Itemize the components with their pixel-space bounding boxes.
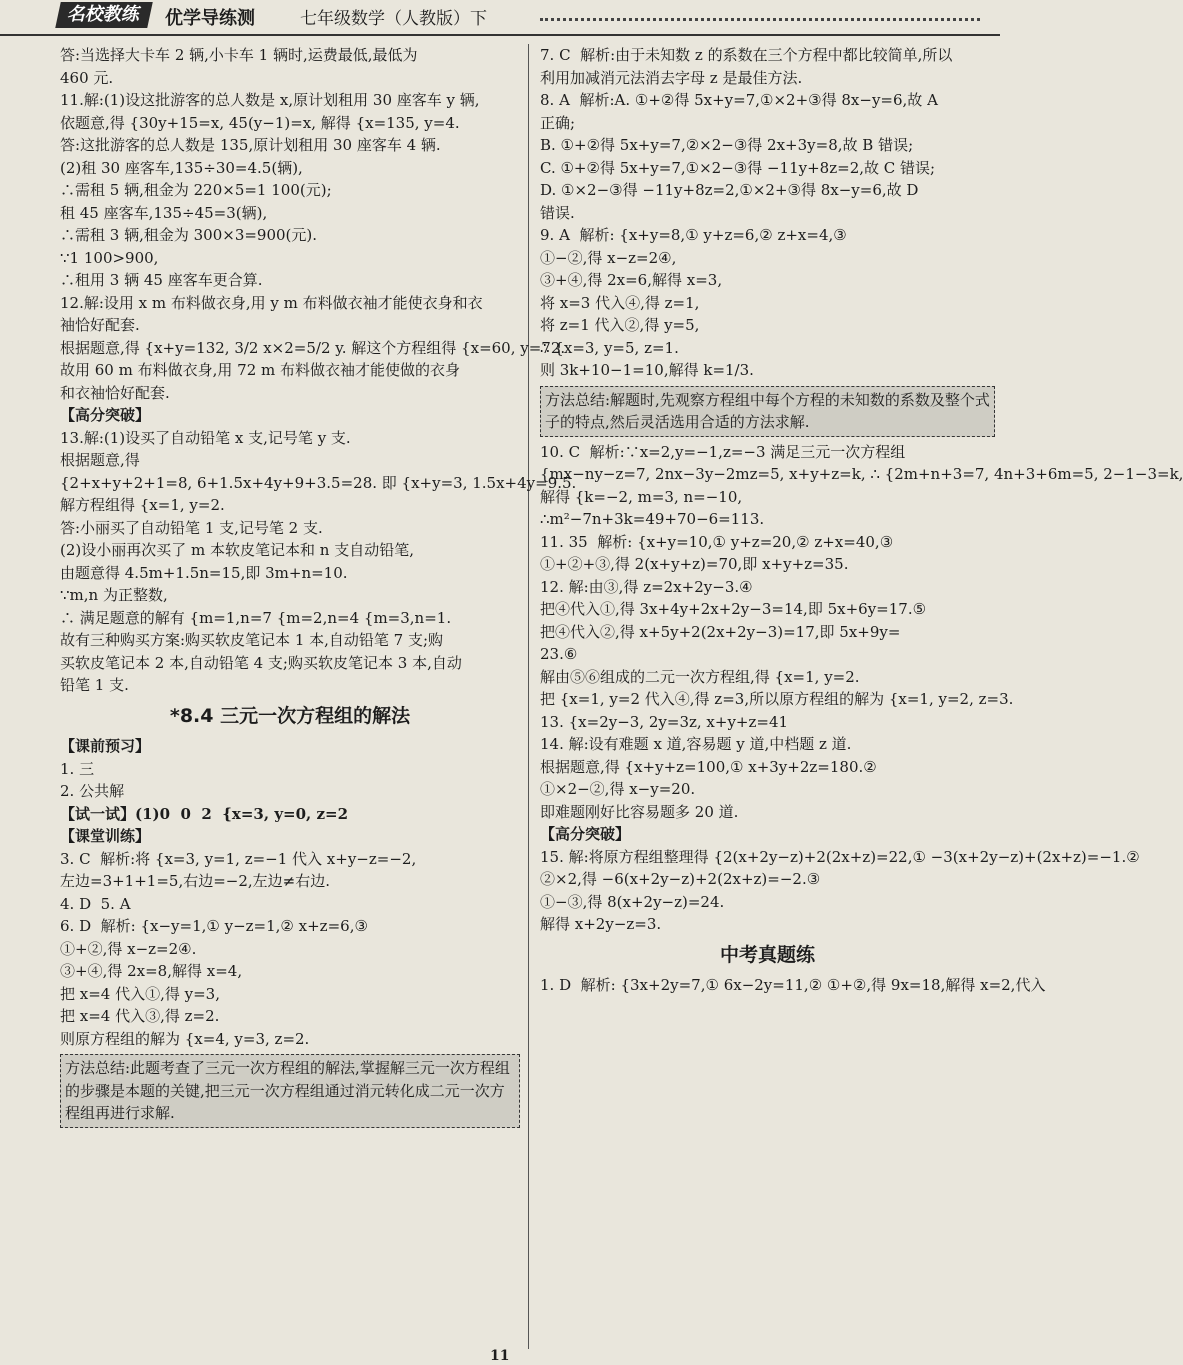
text-line: 13.解:(1)设买了自动铅笔 x 支,记号笔 y 支. [60, 428, 351, 447]
text-line: 依题意,得 {30y+15=x, 45(y−1)=x, 解得 {x=135, y=4. [60, 113, 460, 132]
text-line: 正确; [540, 113, 576, 132]
text-line: ②×2,得 −6(x+2y−z)+2(2x+z)=−2.③ [540, 870, 821, 888]
text-line: 23.⑥ [540, 645, 578, 663]
text-line: 错误. [540, 203, 575, 222]
method-summary-box-right: 方法总结:解题时,先观察方程组中每个方程的未知数的系数及整个式子的特点,然后灵活选用合适的方法求解. [540, 386, 995, 437]
brand-logo: 名校教练 [55, 2, 153, 28]
text-line: 袖恰好配套. [60, 316, 140, 334]
text-line: 解得 {k=−2, m=3, n=−10, [540, 487, 743, 506]
text-line: ①+②+③,得 2(x+y+z)=70,即 x+y+z=35. [540, 555, 849, 573]
right-lines-2 [540, 441, 1183, 936]
right-lines [540, 44, 995, 382]
text-line: ∴m²−7n+3k=49+70−6=113. [540, 510, 765, 528]
text-line: 租 45 座客车,135÷45=3(辆), [60, 203, 268, 222]
left-lines-2 [60, 735, 520, 1050]
text-line: 【高分突破】 [60, 406, 151, 424]
text-line: 12. 解:由③,得 z=2x+2y−3.④ [540, 577, 753, 596]
text-line: 【课前预习】 [60, 737, 151, 755]
text-line: 13. {x=2y−3, 2y=3z, x+y+z=41 [540, 712, 789, 731]
method-summary-box: 方法总结:此题考查了三元一次方程组的解法,掌握解三元一次方程组的步骤是本题的关键,把三元一次方程组通过消元转化成二元一次方程组再进行求解. [60, 1054, 520, 1128]
text-line: (2)租 30 座客车,135÷30=4.5(辆), [60, 158, 303, 177]
text-line: 由题意得 4.5m+1.5n=15,即 3m+n=10. [60, 563, 348, 582]
text-line: 11. 35 解析: {x+y=10,① y+z=20,② z+x=40,③ [540, 532, 894, 551]
text-line: 460 元. [60, 68, 114, 87]
column-divider [528, 44, 529, 1349]
text-line: 解得 x+2y−z=3. [540, 915, 662, 933]
text-line: (2)设小丽再次买了 m 本软皮笔记本和 n 支自动铅笔, [60, 541, 414, 559]
text-line: 把 x=4 代入③,得 z=2. [60, 1007, 220, 1025]
text-line: ①−②,得 x−z=2④, [540, 248, 677, 267]
text-line: 则 3k+10−1=10,解得 k=1/3. [540, 361, 754, 379]
text-line: 则原方程组的解为 {x=4, y=3, z=2. [60, 1029, 310, 1048]
text-line: 根据题意,得 {x+y+z=100,① x+3y+2z=180.② [540, 757, 877, 776]
text-line: C. ①+②得 5x+y=7,①×2−③得 −11y+8z=2,故 C 错误; [540, 158, 936, 177]
text-line: 和衣袖恰好配套. [60, 383, 170, 402]
text-line: 【课堂训练】 [60, 827, 151, 845]
text-line: ∴ {x=3, y=5, z=1. [540, 338, 679, 357]
text-line: {2+x+y+2+1=8, 6+1.5x+4y+9+3.5=28. 即 {x+y=3, 1.5x+4y=9.5. [60, 473, 577, 492]
text-line: 把④代入②,得 x+5y+2(2x+2y−3)=17,即 5x+9y= [540, 622, 901, 641]
book-title: 七年级数学（人教版）下 [300, 9, 487, 29]
text-line: 把④代入①,得 3x+4y+2x+2y−3=14,即 5x+6y=17.⑤ [540, 600, 927, 618]
series-title: 优学导练测 [165, 8, 255, 29]
text-line: ∴需租 3 辆,租金为 300×3=900(元). [60, 226, 318, 244]
text-line: 故用 60 m 布料做衣身,用 72 m 布料做衣袖才能使做的衣身 [60, 361, 460, 379]
text-line: ①−③,得 8(x+2y−z)=24. [540, 892, 725, 911]
text-line: 故有三种购买方案:购买软皮笔记本 1 本,自动铅笔 7 支;购 [60, 631, 444, 649]
page-number: 11 [490, 1348, 510, 1364]
text-line: D. ①×2−③得 −11y+8z=2,①×2+③得 8x−y=6,故 D [540, 181, 919, 199]
text-line: 【高分突破】 [540, 825, 631, 843]
text-line: 7. C 解析:由于未知数 z 的系数在三个方程中都比较简单,所以 [540, 46, 953, 64]
answer-line: 1. D 解析: {3x+2y=7,① 6x−2y=11,② ①+②,得 9x=18,解得 x=2,代入 [540, 976, 1046, 994]
section-title-right: 中考真题练 [719, 943, 815, 966]
text-line: 3. C 解析:将 {x=3, y=1, z=−1 代入 x+y−z=−2, [60, 849, 417, 868]
header-rule [540, 18, 980, 21]
text-line: ③+④,得 2x=6,解得 x=3, [540, 271, 723, 289]
text-line: ∵1 100>900, [60, 248, 159, 267]
text-line: 8. A 解析:A. ①+②得 5x+y=7,①×2+③得 8x−y=6,故 A [540, 91, 938, 109]
text-line: {mx−ny−z=7, 2nx−3y−2mz=5, x+y+z=k, ∴ {2m+n+3=7, 4n+3+6m=5, 2−1−3=k, [540, 465, 1183, 483]
text-line: 11.解:(1)设这批游客的总人数是 x,原计划租用 30 座客车 y 辆, [60, 91, 480, 109]
text-line: 将 z=1 代入②,得 y=5, [540, 316, 700, 334]
text-line: ①+②,得 x−z=2④. [60, 939, 197, 958]
text-line: 答:小丽买了自动铅笔 1 支,记号笔 2 支. [60, 518, 323, 537]
text-line: 12.解:设用 x m 布料做衣身,用 y m 布料做衣袖才能使衣身和衣 [60, 293, 483, 312]
text-line: 即难题刚好比容易题多 20 道. [540, 802, 739, 821]
text-line: 解由⑤⑥组成的二元一次方程组,得 {x=1, y=2. [540, 667, 860, 686]
text-line: B. ①+②得 5x+y=7,②×2−③得 2x+3y=8,故 B 错误; [540, 136, 914, 154]
text-line: 根据题意,得 [60, 451, 140, 469]
text-line: 15. 解:将原方程组整理得 {2(x+2y−z)+2(2x+z)=22,① −3(x+2y−z)+(2x+z)=−1.② [540, 847, 1140, 866]
text-line: 9. A 解析: {x+y=8,① y+z=6,② z+x=4,③ [540, 226, 847, 244]
text-line: ∴ 满足题意的解有 {m=1,n=7 {m=2,n=4 {m=3,n=1. [60, 608, 452, 627]
text-line: ①×2−②,得 x−y=20. [540, 780, 696, 798]
text-line: 1. 三 [60, 759, 95, 778]
text-line: 2. 公共解 [60, 782, 125, 800]
section-title: *8.4 三元一次方程组的解法 [169, 704, 411, 727]
text-line: ∴租用 3 辆 45 座客车更合算. [60, 271, 263, 289]
text-line: 根据题意,得 {x+y=132, 3/2 x×2=5/2 y. 解这个方程组得 {x=60, y=72. [60, 338, 566, 357]
text-line: 解方程组得 {x=1, y=2. [60, 496, 225, 514]
text-line: 利用加减消元法消去字母 z 是最佳方法. [540, 68, 803, 87]
text-line: 答:这批游客的总人数是 135,原计划租用 30 座客车 4 辆. [60, 136, 441, 154]
text-line: 14. 解:设有难题 x 道,容易题 y 道,中档题 z 道. [540, 735, 852, 753]
text-line: ∵m,n 为正整数, [60, 586, 168, 604]
text-line: ∴需租 5 辆,租金为 220×5=1 100(元); [60, 181, 332, 199]
text-line: 【试一试】(1)0 0 2 {x=3, y=0, z=2 [60, 804, 349, 823]
right-column [540, 44, 1183, 997]
text-line: 把 {x=1, y=2 代入④,得 z=3,所以原方程组的解为 {x=1, y=2, z=3. [540, 690, 1014, 708]
text-line: 买软皮笔记本 2 本,自动铅笔 4 支;购买软皮笔记本 3 本,自动 [60, 653, 462, 672]
text-line: 把 x=4 代入①,得 y=3, [60, 984, 220, 1003]
text-line: 答:当选择大卡车 2 辆,小卡车 1 辆时,运费最低,最低为 [60, 46, 418, 64]
text-line: 6. D 解析: {x−y=1,① y−z=1,② x+z=6,③ [60, 917, 368, 935]
page-header [0, 0, 1000, 36]
text-line: 铅笔 1 支. [60, 676, 129, 694]
text-line: 10. C 解析:∵x=2,y=−1,z=−3 满足三元一次方程组 [540, 442, 906, 461]
text-line: 左边=3+1+1=5,右边=−2,左边≠右边. [60, 872, 331, 890]
text-line: 将 x=3 代入④,得 z=1, [540, 293, 700, 312]
text-line: 4. D 5. A [60, 894, 131, 913]
text-line: ③+④,得 2x=8,解得 x=4, [60, 962, 243, 980]
